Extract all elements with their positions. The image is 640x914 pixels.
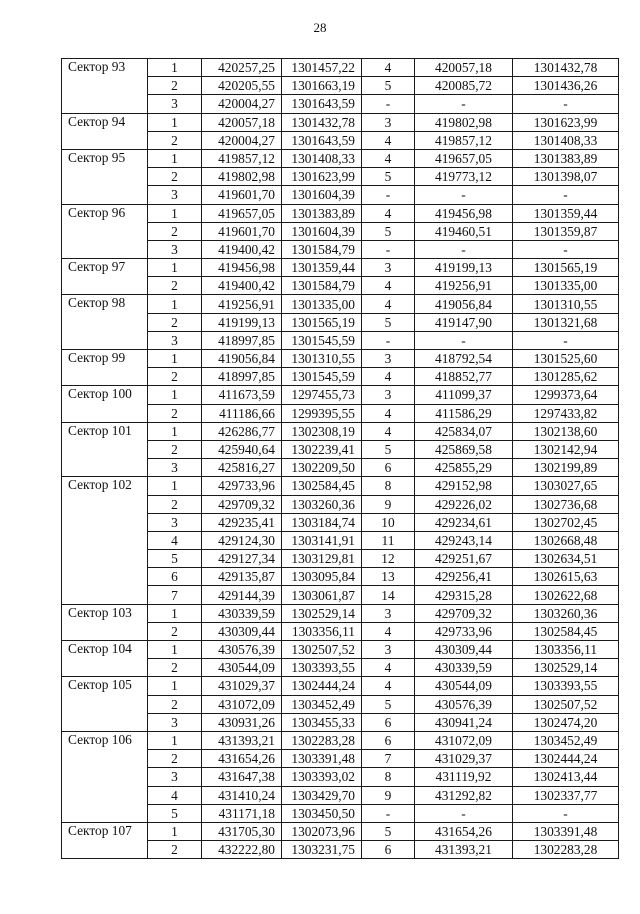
point-number-cell: 1 (148, 641, 202, 659)
x-coordinate-cell: - (415, 804, 513, 822)
x-coordinate-cell: 420057,18 (202, 113, 282, 131)
point-number-cell: 2 (148, 313, 202, 331)
x-coordinate-cell: 425869,58 (415, 440, 513, 458)
y-coordinate-cell: 1302702,45 (513, 513, 619, 531)
y-coordinate-cell: 1301584,79 (282, 277, 362, 295)
y-coordinate-cell: 1303356,11 (282, 622, 362, 640)
table-row (62, 641, 619, 659)
y-coordinate-cell: 1303260,36 (282, 495, 362, 513)
table-row (62, 477, 619, 495)
y-coordinate-cell: - (513, 186, 619, 204)
x-coordinate-cell: 430544,09 (202, 659, 282, 677)
y-coordinate-cell: 1302736,68 (513, 495, 619, 513)
point-number-cell: 1 (148, 422, 202, 440)
x-coordinate-cell: 419657,05 (202, 204, 282, 222)
x-coordinate-cell: 419256,91 (415, 277, 513, 295)
x-coordinate-cell: 431647,38 (202, 768, 282, 786)
x-coordinate-cell: 419056,84 (415, 295, 513, 313)
point-number-cell: 3 (148, 713, 202, 731)
y-coordinate-cell: 1302239,41 (282, 440, 362, 458)
x-coordinate-cell: 418792,54 (415, 350, 513, 368)
y-coordinate-cell: 1303393,55 (282, 659, 362, 677)
point-number-cell: 2 (148, 440, 202, 458)
point-number-cell: 4 (148, 786, 202, 804)
y-coordinate-cell: 1301321,68 (513, 313, 619, 331)
y-coordinate-cell: 1301663,19 (282, 77, 362, 95)
y-coordinate-cell: 1297433,82 (513, 404, 619, 422)
point-number-cell: 3 (362, 350, 415, 368)
point-number-cell: 3 (148, 513, 202, 531)
y-coordinate-cell: 1303429,70 (282, 786, 362, 804)
y-coordinate-cell: 1301408,33 (282, 149, 362, 167)
point-number-cell: 2 (148, 659, 202, 677)
x-coordinate-cell: 420257,25 (202, 59, 282, 77)
x-coordinate-cell: 411673,59 (202, 386, 282, 404)
y-coordinate-cell: 1299373,64 (513, 386, 619, 404)
point-number-cell: - (362, 804, 415, 822)
x-coordinate-cell: 430544,09 (415, 677, 513, 695)
point-number-cell: 4 (362, 368, 415, 386)
table-row (62, 59, 619, 77)
y-coordinate-cell: 1302138,60 (513, 422, 619, 440)
y-coordinate-cell: 1303095,84 (282, 568, 362, 586)
table-row (62, 604, 619, 622)
point-number-cell: 2 (148, 77, 202, 95)
point-number-cell: 4 (362, 204, 415, 222)
table-row (62, 295, 619, 313)
point-number-cell: 4 (362, 295, 415, 313)
x-coordinate-cell: 425834,07 (415, 422, 513, 440)
point-number-cell: 4 (362, 422, 415, 440)
y-coordinate-cell: 1301643,59 (282, 95, 362, 113)
y-coordinate-cell: 1301457,22 (282, 59, 362, 77)
x-coordinate-cell: 419199,13 (202, 313, 282, 331)
y-coordinate-cell: 1301623,99 (513, 113, 619, 131)
point-number-cell: 7 (148, 586, 202, 604)
x-coordinate-cell: 429127,34 (202, 550, 282, 568)
point-number-cell: 9 (362, 495, 415, 513)
point-number-cell: 2 (148, 622, 202, 640)
point-number-cell: 2 (148, 168, 202, 186)
x-coordinate-cell: - (415, 240, 513, 258)
x-coordinate-cell: 419056,84 (202, 350, 282, 368)
point-number-cell: 5 (148, 804, 202, 822)
y-coordinate-cell: 1303452,49 (513, 731, 619, 749)
y-coordinate-cell: 1302622,68 (513, 586, 619, 604)
sector-name-cell: Сектор 95 (62, 149, 148, 204)
y-coordinate-cell: 1301432,78 (513, 59, 619, 77)
point-number-cell: 6 (362, 731, 415, 749)
x-coordinate-cell: 418852,77 (415, 368, 513, 386)
sector-name-cell: Сектор 106 (62, 731, 148, 822)
point-number-cell: 2 (148, 277, 202, 295)
x-coordinate-cell: 429251,67 (415, 550, 513, 568)
y-coordinate-cell: 1299395,55 (282, 404, 362, 422)
sector-name-cell: Сектор 99 (62, 350, 148, 386)
x-coordinate-cell: - (415, 186, 513, 204)
point-number-cell: 1 (148, 295, 202, 313)
x-coordinate-cell: 430576,39 (415, 695, 513, 713)
y-coordinate-cell: 1301604,39 (282, 222, 362, 240)
point-number-cell: 3 (148, 95, 202, 113)
y-coordinate-cell: 1301623,99 (282, 168, 362, 186)
point-number-cell: 1 (148, 677, 202, 695)
point-number-cell: 2 (148, 404, 202, 422)
point-number-cell: 1 (148, 822, 202, 840)
x-coordinate-cell: 431705,30 (202, 822, 282, 840)
y-coordinate-cell: 1303129,81 (282, 550, 362, 568)
y-coordinate-cell: 1301310,55 (513, 295, 619, 313)
x-coordinate-cell: 419857,12 (415, 131, 513, 149)
x-coordinate-cell: 429256,41 (415, 568, 513, 586)
table-row (62, 731, 619, 749)
sector-name-cell: Сектор 98 (62, 295, 148, 350)
y-coordinate-cell: 1303184,74 (282, 513, 362, 531)
x-coordinate-cell: 419147,90 (415, 313, 513, 331)
sector-name-cell: Сектор 94 (62, 113, 148, 149)
y-coordinate-cell: 1302283,28 (282, 731, 362, 749)
x-coordinate-cell: 429709,32 (415, 604, 513, 622)
y-coordinate-cell: 1303393,55 (513, 677, 619, 695)
y-coordinate-cell: 1302199,89 (513, 459, 619, 477)
point-number-cell: 5 (362, 77, 415, 95)
x-coordinate-cell: 411586,29 (415, 404, 513, 422)
point-number-cell: 4 (362, 659, 415, 677)
x-coordinate-cell: 419601,70 (202, 222, 282, 240)
table-row (62, 259, 619, 277)
y-coordinate-cell: 1303393,02 (282, 768, 362, 786)
y-coordinate-cell: 1301584,79 (282, 240, 362, 258)
y-coordinate-cell: 1303391,48 (513, 822, 619, 840)
point-number-cell: 5 (362, 822, 415, 840)
y-coordinate-cell: 1302308,19 (282, 422, 362, 440)
table-row (62, 204, 619, 222)
y-coordinate-cell: 1303061,87 (282, 586, 362, 604)
point-number-cell: 6 (362, 459, 415, 477)
y-coordinate-cell: 1302073,96 (282, 822, 362, 840)
x-coordinate-cell: 419460,51 (415, 222, 513, 240)
x-coordinate-cell: 419802,98 (202, 168, 282, 186)
x-coordinate-cell: 419601,70 (202, 186, 282, 204)
point-number-cell: - (362, 240, 415, 258)
table-row (62, 386, 619, 404)
x-coordinate-cell: 429152,98 (415, 477, 513, 495)
x-coordinate-cell: 429144,39 (202, 586, 282, 604)
point-number-cell: 6 (362, 841, 415, 859)
y-coordinate-cell: 1301359,87 (513, 222, 619, 240)
x-coordinate-cell: 420004,27 (202, 95, 282, 113)
point-number-cell: 11 (362, 531, 415, 549)
point-number-cell: 1 (148, 149, 202, 167)
point-number-cell: 8 (362, 477, 415, 495)
sector-name-cell: Сектор 105 (62, 677, 148, 732)
y-coordinate-cell: 1303027,65 (513, 477, 619, 495)
y-coordinate-cell: 1302529,14 (282, 604, 362, 622)
point-number-cell: 5 (362, 313, 415, 331)
y-coordinate-cell: - (513, 804, 619, 822)
y-coordinate-cell: 1301525,60 (513, 350, 619, 368)
y-coordinate-cell: 1303450,50 (282, 804, 362, 822)
y-coordinate-cell: 1301359,44 (513, 204, 619, 222)
point-number-cell: 3 (148, 459, 202, 477)
y-coordinate-cell: 1301335,00 (282, 295, 362, 313)
table-row (62, 350, 619, 368)
x-coordinate-cell: 430339,59 (202, 604, 282, 622)
x-coordinate-cell: 431654,26 (202, 750, 282, 768)
x-coordinate-cell: 419456,98 (202, 259, 282, 277)
point-number-cell: 6 (362, 713, 415, 731)
table-row (62, 149, 619, 167)
y-coordinate-cell: 1301383,89 (282, 204, 362, 222)
x-coordinate-cell: 432222,80 (202, 841, 282, 859)
point-number-cell: 5 (362, 168, 415, 186)
y-coordinate-cell: 1302413,44 (513, 768, 619, 786)
sector-name-cell: Сектор 93 (62, 59, 148, 114)
point-number-cell: 1 (148, 386, 202, 404)
point-number-cell: 8 (362, 768, 415, 786)
point-number-cell: - (362, 331, 415, 349)
point-number-cell: - (362, 95, 415, 113)
x-coordinate-cell: 419256,91 (202, 295, 282, 313)
sector-name-cell: Сектор 107 (62, 822, 148, 858)
y-coordinate-cell: 1301545,59 (282, 331, 362, 349)
x-coordinate-cell: 429226,02 (415, 495, 513, 513)
y-coordinate-cell: 1301383,89 (513, 149, 619, 167)
x-coordinate-cell: 425855,29 (415, 459, 513, 477)
sector-name-cell: Сектор 96 (62, 204, 148, 259)
x-coordinate-cell: 419400,42 (202, 277, 282, 295)
x-coordinate-cell: 429235,41 (202, 513, 282, 531)
x-coordinate-cell: 419773,12 (415, 168, 513, 186)
sector-name-cell: Сектор 101 (62, 422, 148, 477)
x-coordinate-cell: 411186,66 (202, 404, 282, 422)
point-number-cell: 4 (362, 677, 415, 695)
sector-name-cell: Сектор 100 (62, 386, 148, 422)
sector-name-cell: Сектор 104 (62, 641, 148, 677)
point-number-cell: 2 (148, 131, 202, 149)
y-coordinate-cell: 1301408,33 (513, 131, 619, 149)
table-row (62, 822, 619, 840)
point-number-cell: 4 (362, 622, 415, 640)
point-number-cell: 3 (148, 240, 202, 258)
x-coordinate-cell: 418997,85 (202, 368, 282, 386)
y-coordinate-cell: 1302584,45 (513, 622, 619, 640)
sector-name-cell: Сектор 97 (62, 259, 148, 295)
x-coordinate-cell: 419400,42 (202, 240, 282, 258)
y-coordinate-cell: 1301432,78 (282, 113, 362, 131)
y-coordinate-cell: 1301545,59 (282, 368, 362, 386)
point-number-cell: 1 (148, 477, 202, 495)
point-number-cell: 5 (362, 695, 415, 713)
y-coordinate-cell: 1301285,62 (513, 368, 619, 386)
y-coordinate-cell: 1303231,75 (282, 841, 362, 859)
y-coordinate-cell: 1302474,20 (513, 713, 619, 731)
x-coordinate-cell: 419802,98 (415, 113, 513, 131)
x-coordinate-cell: - (415, 95, 513, 113)
point-number-cell: 6 (148, 568, 202, 586)
point-number-cell: 2 (148, 750, 202, 768)
point-number-cell: 1 (148, 350, 202, 368)
x-coordinate-cell: 431029,37 (415, 750, 513, 768)
y-coordinate-cell: 1302634,51 (513, 550, 619, 568)
y-coordinate-cell: 1302337,77 (513, 786, 619, 804)
x-coordinate-cell: 419657,05 (415, 149, 513, 167)
point-number-cell: 5 (362, 222, 415, 240)
y-coordinate-cell: 1301359,44 (282, 259, 362, 277)
x-coordinate-cell: 431171,18 (202, 804, 282, 822)
x-coordinate-cell: - (415, 331, 513, 349)
x-coordinate-cell: 431393,21 (202, 731, 282, 749)
point-number-cell: 5 (148, 550, 202, 568)
point-number-cell: 1 (148, 204, 202, 222)
y-coordinate-cell: - (513, 331, 619, 349)
point-number-cell: 4 (148, 531, 202, 549)
x-coordinate-cell: 429135,87 (202, 568, 282, 586)
point-number-cell: 4 (362, 277, 415, 295)
x-coordinate-cell: 419199,13 (415, 259, 513, 277)
y-coordinate-cell: 1301565,19 (282, 313, 362, 331)
y-coordinate-cell: 1302668,48 (513, 531, 619, 549)
x-coordinate-cell: 431029,37 (202, 677, 282, 695)
x-coordinate-cell: 419857,12 (202, 149, 282, 167)
point-number-cell: 13 (362, 568, 415, 586)
y-coordinate-cell: 1303391,48 (282, 750, 362, 768)
y-coordinate-cell: 1301335,00 (513, 277, 619, 295)
x-coordinate-cell: 430941,24 (415, 713, 513, 731)
y-coordinate-cell: 1303452,49 (282, 695, 362, 713)
table-row (62, 113, 619, 131)
point-number-cell: 3 (148, 186, 202, 204)
page-number: 28 (313, 20, 327, 35)
point-number-cell: 4 (362, 404, 415, 422)
point-number-cell: 2 (148, 841, 202, 859)
y-coordinate-cell: 1303260,36 (513, 604, 619, 622)
y-coordinate-cell: 1302507,52 (513, 695, 619, 713)
x-coordinate-cell: 431654,26 (415, 822, 513, 840)
point-number-cell: 3 (362, 113, 415, 131)
sector-name-cell: Сектор 102 (62, 477, 148, 604)
y-coordinate-cell: 1303141,91 (282, 531, 362, 549)
y-coordinate-cell: 1303455,33 (282, 713, 362, 731)
point-number-cell: 9 (362, 786, 415, 804)
point-number-cell: 1 (148, 259, 202, 277)
point-number-cell: 12 (362, 550, 415, 568)
x-coordinate-cell: 419456,98 (415, 204, 513, 222)
y-coordinate-cell: 1301310,55 (282, 350, 362, 368)
point-number-cell: - (362, 186, 415, 204)
point-number-cell: 5 (362, 440, 415, 458)
y-coordinate-cell: 1301398,07 (513, 168, 619, 186)
point-number-cell: 3 (148, 768, 202, 786)
x-coordinate-cell: 418997,85 (202, 331, 282, 349)
x-coordinate-cell: 430339,59 (415, 659, 513, 677)
point-number-cell: 7 (362, 750, 415, 768)
x-coordinate-cell: 429315,28 (415, 586, 513, 604)
x-coordinate-cell: 429733,96 (202, 477, 282, 495)
table-row (62, 677, 619, 695)
x-coordinate-cell: 430576,39 (202, 641, 282, 659)
y-coordinate-cell: 1301436,26 (513, 77, 619, 95)
y-coordinate-cell: 1302444,24 (282, 677, 362, 695)
y-coordinate-cell: 1302209,50 (282, 459, 362, 477)
point-number-cell: 2 (148, 495, 202, 513)
point-number-cell: 14 (362, 586, 415, 604)
y-coordinate-cell: 1303356,11 (513, 641, 619, 659)
x-coordinate-cell: 431072,09 (415, 731, 513, 749)
y-coordinate-cell: 1301565,19 (513, 259, 619, 277)
point-number-cell: 1 (148, 604, 202, 622)
y-coordinate-cell: 1302584,45 (282, 477, 362, 495)
y-coordinate-cell: 1302529,14 (513, 659, 619, 677)
x-coordinate-cell: 429709,32 (202, 495, 282, 513)
sector-coordinates-table (61, 58, 619, 859)
x-coordinate-cell: 420057,18 (415, 59, 513, 77)
x-coordinate-cell: 425816,27 (202, 459, 282, 477)
x-coordinate-cell: 429124,30 (202, 531, 282, 549)
y-coordinate-cell: 1302615,63 (513, 568, 619, 586)
point-number-cell: 3 (362, 259, 415, 277)
x-coordinate-cell: 425940,64 (202, 440, 282, 458)
point-number-cell: 10 (362, 513, 415, 531)
x-coordinate-cell: 429733,96 (415, 622, 513, 640)
x-coordinate-cell: 430309,44 (202, 622, 282, 640)
y-coordinate-cell: - (513, 240, 619, 258)
x-coordinate-cell: 420085,72 (415, 77, 513, 95)
y-coordinate-cell: 1297455,73 (282, 386, 362, 404)
point-number-cell: 4 (362, 131, 415, 149)
point-number-cell: 1 (148, 731, 202, 749)
table-row (62, 422, 619, 440)
y-coordinate-cell: 1302444,24 (513, 750, 619, 768)
x-coordinate-cell: 431072,09 (202, 695, 282, 713)
x-coordinate-cell: 431119,92 (415, 768, 513, 786)
y-coordinate-cell: 1302283,28 (513, 841, 619, 859)
point-number-cell: 1 (148, 113, 202, 131)
point-number-cell: 2 (148, 695, 202, 713)
point-number-cell: 4 (362, 149, 415, 167)
point-number-cell: 4 (362, 59, 415, 77)
y-coordinate-cell: 1302507,52 (282, 641, 362, 659)
point-number-cell: 2 (148, 222, 202, 240)
x-coordinate-cell: 420004,27 (202, 131, 282, 149)
point-number-cell: 3 (362, 641, 415, 659)
point-number-cell: 2 (148, 368, 202, 386)
x-coordinate-cell: 420205,55 (202, 77, 282, 95)
sector-name-cell: Сектор 103 (62, 604, 148, 640)
x-coordinate-cell: 431393,21 (415, 841, 513, 859)
point-number-cell: 3 (362, 386, 415, 404)
x-coordinate-cell: 430309,44 (415, 641, 513, 659)
x-coordinate-cell: 431292,82 (415, 786, 513, 804)
x-coordinate-cell: 429243,14 (415, 531, 513, 549)
point-number-cell: 3 (148, 331, 202, 349)
y-coordinate-cell: 1302142,94 (513, 440, 619, 458)
x-coordinate-cell: 430931,26 (202, 713, 282, 731)
point-number-cell: 3 (362, 604, 415, 622)
x-coordinate-cell: 426286,77 (202, 422, 282, 440)
y-coordinate-cell: - (513, 95, 619, 113)
x-coordinate-cell: 411099,37 (415, 386, 513, 404)
y-coordinate-cell: 1301604,39 (282, 186, 362, 204)
y-coordinate-cell: 1301643,59 (282, 131, 362, 149)
x-coordinate-cell: 431410,24 (202, 786, 282, 804)
x-coordinate-cell: 429234,61 (415, 513, 513, 531)
point-number-cell: 1 (148, 59, 202, 77)
